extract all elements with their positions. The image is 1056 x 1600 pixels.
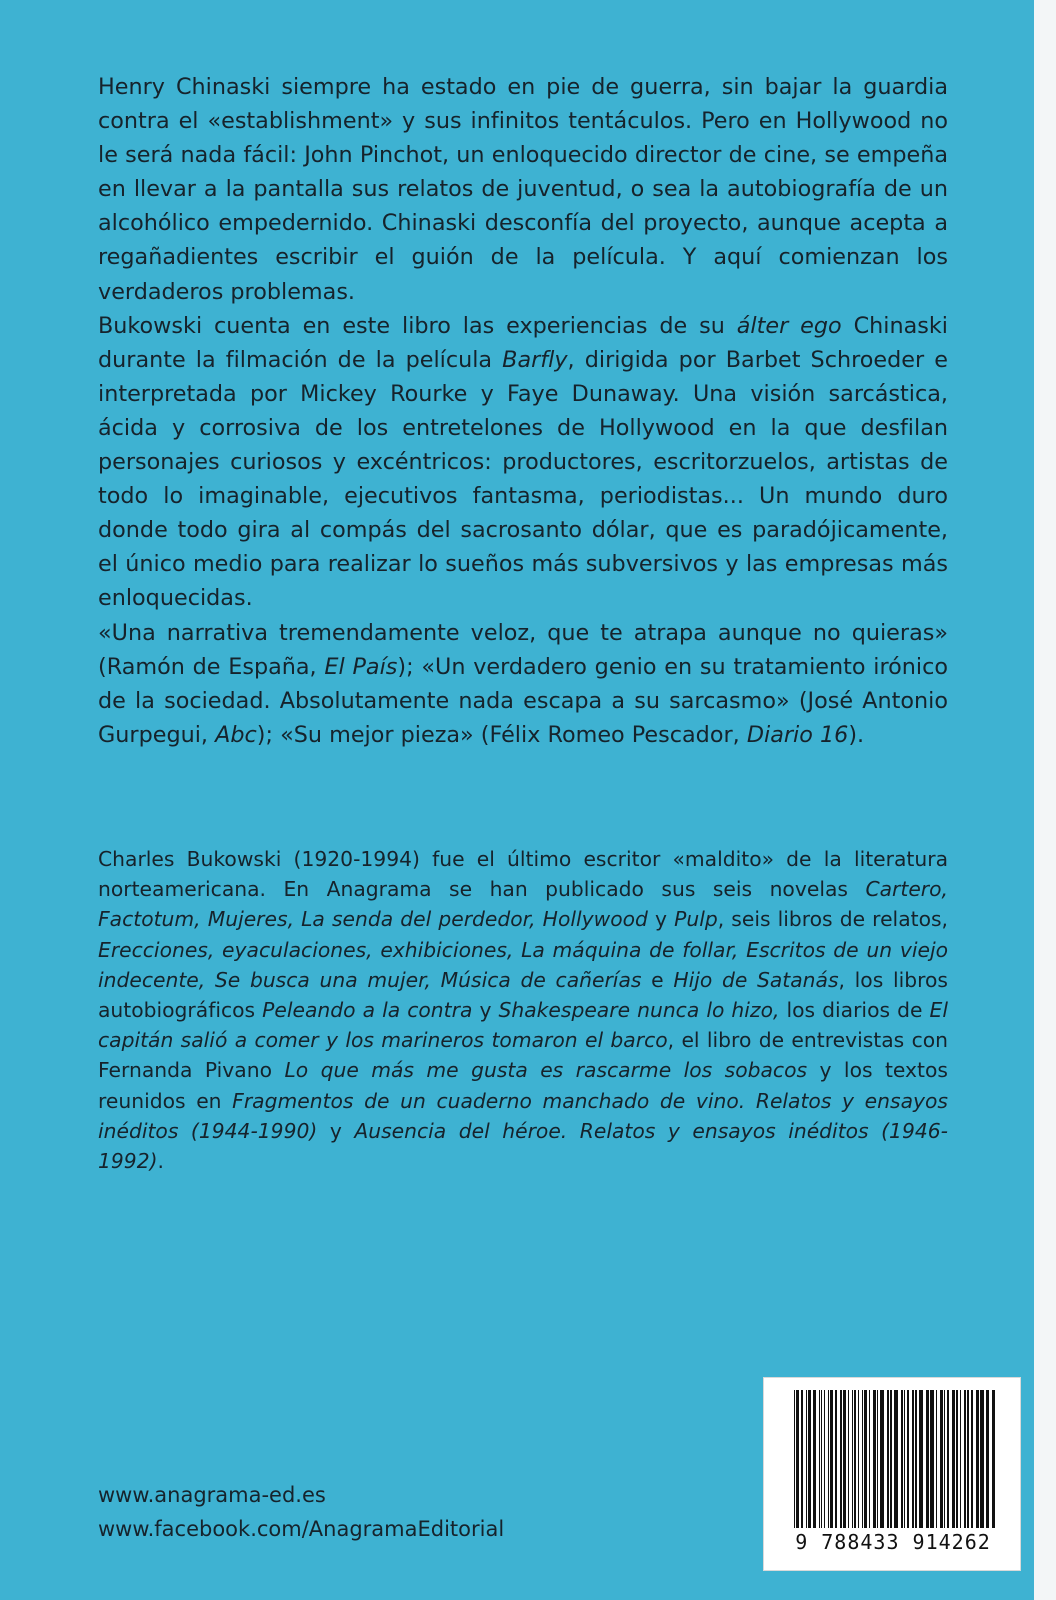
text-run: Chinaski durante la filmación de la película: [98, 312, 948, 373]
barcode-bar: [947, 1390, 949, 1528]
barcode-bar: [796, 1390, 799, 1528]
barcode-bar: [840, 1390, 842, 1528]
press-quotes-paragraph: [98, 616, 948, 752]
barcode-bar: [835, 1390, 837, 1528]
publication-name: Diario 16: [746, 721, 849, 748]
isbn-barcode: [763, 1377, 1021, 1571]
barcode-bar: [824, 1390, 825, 1528]
barcode-bar: [964, 1390, 966, 1528]
barcode-bar: [821, 1390, 822, 1528]
barcode-bar: [894, 1390, 898, 1528]
barcode-bar: [956, 1390, 958, 1528]
barcode-bar: [864, 1390, 867, 1528]
text-run: , seis libros de relatos,: [717, 907, 948, 932]
barcode-bar: [880, 1390, 884, 1528]
barcode-bar: [967, 1390, 969, 1528]
barcode-bar: [944, 1390, 945, 1528]
barcode-bar: [919, 1390, 923, 1528]
barcode-bar: [806, 1390, 807, 1528]
book-titles: Erecciones, eyaculaciones, exhibiciones, La máquina de follar, Escritos de un viejo indecente, Se busca una mujer, Música de cañerías: [98, 937, 948, 992]
text-run: , dirigida por Barbet Schroeder e interpretada por Mickey Rourke y Faye Dunaway. Una visión sarcástica, ácida y corrosiva de los entretelones de Hollywood en la que desfilan personajes curiosos y excéntricos: productores, escritorzuelos, artistas de todo lo imaginable, ejecutivos fantasma, periodistas... Un mundo duro donde todo gira al compás del sacrosanto dólar, que es paradójicamente, el único medio para realizar lo sueños más subversivos y las empresas más enloquecidas.: [98, 346, 948, 612]
barcode-bar: [976, 1390, 979, 1528]
text-run: y: [472, 998, 499, 1023]
text-run: «Una narrativa tremendamente veloz, que te atrapa aunque no quieras» (Ramón de España,: [98, 619, 948, 680]
publication-name: Abc: [215, 721, 257, 748]
facebook-url[interactable]: www.facebook.com/AnagramaEditorial: [98, 1517, 505, 1541]
barcode-bar: [843, 1390, 846, 1528]
book-titles: Shakespeare nunca lo hizo,: [498, 998, 780, 1023]
barcode-bar: [801, 1390, 803, 1528]
text-run: y: [647, 907, 675, 932]
barcode-bar: [890, 1390, 892, 1528]
barcode-bar: [980, 1390, 984, 1528]
barcode-bar: [887, 1390, 889, 1528]
text-run: .: [157, 1149, 164, 1174]
synopsis-paragraph-1: Henry Chinaski siempre ha estado en pie de guerra, sin bajar la guardia contra el «establishment» y sus infinitos tentáculos. Pero en Hollywood no le será nada fácil: John Pinchot, un enloquecido director de cine, se empeña en llevar a la pantalla sus relatos de juventud, o sea la autobiografía de un alcohólico empedernido. Chinaski desconfía del proyecto, aunque acepta a regañadientes escribir el guión de la película. Y aquí comienzan los verdaderos problemas.: [98, 74, 948, 305]
barcode-bar: [854, 1390, 856, 1528]
barcode-bar: [940, 1390, 943, 1528]
barcode-bar: [828, 1390, 829, 1528]
barcode-bar: [830, 1390, 833, 1528]
barcode-bar: [869, 1390, 870, 1528]
text-run: ).: [848, 721, 865, 748]
barcode-bar: [986, 1390, 989, 1528]
barcode-bar: [808, 1390, 811, 1528]
barcode-bar: [852, 1390, 853, 1528]
publication-name: El País: [324, 653, 398, 680]
text-run: Charles Bukowski (1920-1994) fue el último escritor «maldito» de la literatura norteamericana. En Anagrama se han publicado sus seis novelas: [98, 847, 948, 902]
barcode-bar: [915, 1390, 917, 1528]
barcode-bar: [877, 1390, 878, 1528]
film-title: Barfly: [502, 346, 568, 373]
barcode-bar: [813, 1390, 816, 1528]
synopsis-block: [98, 70, 948, 752]
website-url[interactable]: www.anagrama-ed.es: [98, 1483, 326, 1507]
barcode-bar: [901, 1390, 903, 1528]
synopsis-paragraph-2: [98, 309, 948, 616]
barcode-bar: [794, 1390, 795, 1528]
book-titles: Pulp: [674, 907, 718, 932]
isbn-number: 9 788433 914262: [795, 1530, 991, 1554]
barcode-bar: [819, 1390, 820, 1528]
text-run: , el libro de entrevistas con Fernanda Pivano: [98, 1028, 948, 1083]
text-run: y los textos reunidos en: [98, 1058, 948, 1113]
author-bio-block: [98, 844, 948, 1176]
text-run: los diarios de: [779, 998, 930, 1023]
barcode-bar: [971, 1390, 973, 1528]
text-run: ); «Su mejor pieza» (Félix Romeo Pescador,: [256, 721, 747, 748]
publisher-links: [98, 1478, 504, 1546]
book-titles: El capitán salió a comer y los marineros tomaron el barco: [98, 998, 948, 1053]
barcode-bar: [904, 1390, 905, 1528]
book-titles: Ausencia del héroe. Relatos y ensayos inéditos (1946-1992): [98, 1118, 948, 1174]
book-titles: Fragmentos de un cuaderno manchado de vino. Relatos y ensayos inéditos (1944-1990): [98, 1088, 948, 1143]
barcode-bar: [930, 1390, 934, 1528]
text-run: ); «Un verdadero genio en su tratamiento irónico de la sociedad. Absolutamente nada escapa a su sarcasmo» (José Antonio Gurpegui,: [98, 653, 948, 748]
book-titles: Lo que más me gusta es rascarme los sobacos: [284, 1058, 808, 1083]
barcode-bar: [873, 1390, 876, 1528]
book-titles: Peleando a la contra: [262, 998, 473, 1023]
barcode-bar: [858, 1390, 859, 1528]
text-run: , los libros autobiográficos: [98, 967, 948, 1023]
text-run: y: [317, 1118, 355, 1143]
barcode-bar: [936, 1390, 937, 1528]
barcode-bar: [952, 1390, 955, 1528]
author-bio-paragraph: [98, 844, 948, 1176]
barcode-bar: [907, 1390, 909, 1528]
text-run: e: [641, 967, 674, 992]
barcode-bar: [960, 1390, 961, 1528]
text-run: Bukowski cuenta en este libro las experiencias de su: [98, 312, 737, 339]
barcode-bar: [912, 1390, 914, 1528]
italic-term: álter ego: [736, 312, 842, 339]
barcode-bar: [926, 1390, 929, 1528]
barcode-bar: [992, 1390, 995, 1528]
book-titles: Cartero, Factotum, Mujeres, La senda del perdedor, Hollywood: [98, 877, 948, 932]
barcode-bar: [848, 1390, 849, 1528]
book-titles: Hijo de Satanás: [673, 967, 839, 992]
barcode-bar: [862, 1390, 863, 1528]
